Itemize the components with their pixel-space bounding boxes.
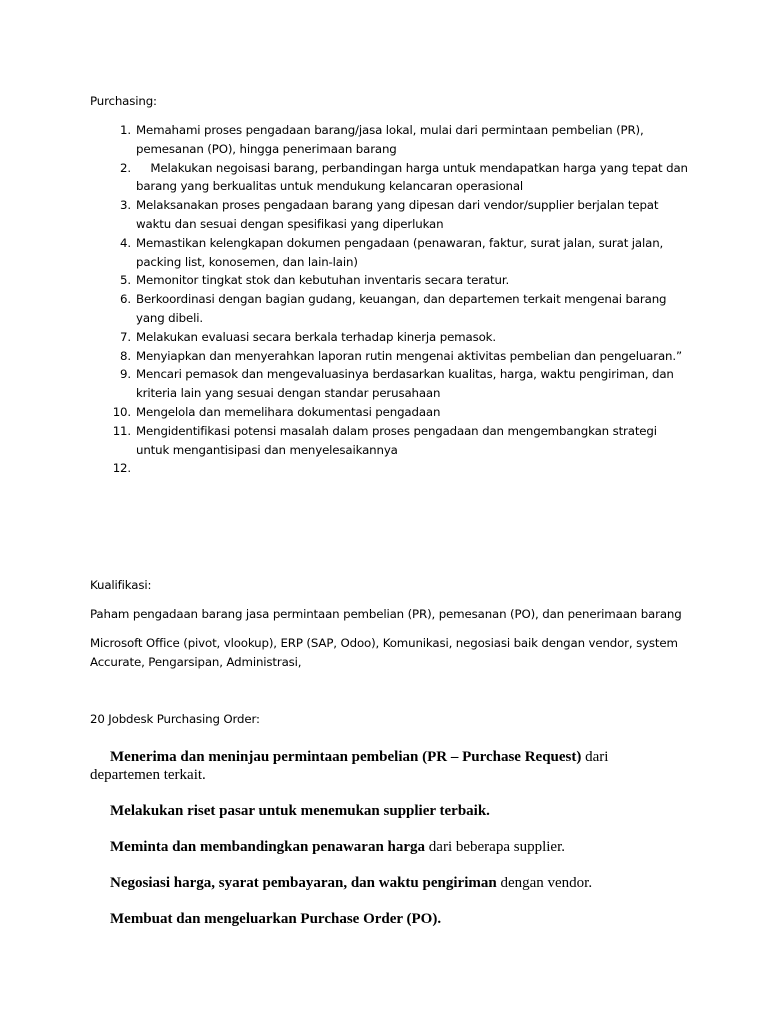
list-number: 12.	[112, 461, 131, 476]
jobdesk-heading: 20 Jobdesk Purchasing Order:	[90, 712, 260, 726]
list-number: 3.	[120, 198, 131, 213]
list-number: 5.	[120, 273, 131, 288]
list-item	[90, 347, 690, 366]
jobdesk-item-bold: Melakukan riset pasar untuk menemukan supplier terbaik.	[110, 803, 490, 819]
jobdesk-item-bold: Negosiasi harga, syarat pembayaran, dan waktu pengiriman	[110, 875, 497, 891]
qualification-line: Paham pengadaan barang jasa permintaan pembelian (PR), pemesanan (PO), dan penerimaan barang	[90, 607, 682, 621]
list-number: 1.	[120, 123, 131, 137]
purchasing-duties-list	[90, 121, 692, 476]
list-item-text: Melaksanakan proses pengadaan barang yang dipesan dari vendor/supplier berjalan tepat waktu dan sesuai dengan spesifikasi yang diperlukan	[136, 198, 659, 231]
jobdesk-item	[90, 802, 680, 820]
jobdesk-item-bold: Meminta dan membandingkan penawaran harga	[110, 839, 426, 855]
list-item	[90, 328, 690, 347]
list-item-text: Mengidentifikasi potensi masalah dalam proses pengadaan dan mengembangkan strategi untuk mengantisipasi dan menyelesaikannya	[136, 423, 657, 457]
list-number: 7.	[120, 329, 131, 344]
list-item	[90, 290, 690, 328]
jobdesk-item	[90, 874, 680, 892]
list-item	[90, 196, 690, 234]
list-item	[90, 365, 690, 403]
list-item-text: Mengelola dan memelihara dokumentasi pengadaan	[136, 404, 441, 419]
list-number: 9.	[120, 367, 131, 382]
list-item-text: Melakukan negoisasi barang, perbandingan harga untuk mendapatkan harga yang tepat dan barang yang berkualitas untuk mendukung kelancaran operasional	[136, 160, 692, 194]
list-number: 11.	[112, 423, 131, 438]
list-item-text: Berkoordinasi dengan bagian gudang, keuangan, dan departemen terkait mengenai barang yang dibeli.	[136, 292, 667, 325]
list-item-text: Memahami proses pengadaan barang/jasa lokal, mulai dari permintaan pembelian (PR), pemesanan (PO), hingga penerimaan barang	[136, 123, 644, 156]
list-item	[90, 403, 690, 422]
list-item	[90, 159, 690, 197]
list-item	[90, 422, 690, 460]
list-number: 6.	[120, 292, 131, 307]
list-item-text: Memastikan kelengkapan dokumen pengadaan (penawaran, faktur, surat jalan, surat jalan, packing list, konosemen, dan lain-lain)	[136, 235, 664, 269]
jobdesk-item-rest: dari departemen terkait.	[90, 749, 609, 783]
jobdesk-item-bold: Membuat dan mengeluarkan Purchase Order (PO).	[110, 911, 442, 927]
list-number: 4.	[120, 235, 131, 250]
purchasing-heading: Purchasing:	[90, 94, 157, 108]
list-item	[90, 271, 690, 290]
list-item	[90, 121, 690, 159]
jobdesk-item-rest: dari beberapa supplier.	[425, 839, 565, 855]
list-number: 2.	[120, 160, 131, 175]
jobdesk-item-rest: dengan vendor.	[496, 875, 593, 891]
list-item-text: Menyiapkan dan menyerahkan laporan rutin mengenai aktivitas pembelian dan pengeluaran.”	[136, 348, 682, 363]
list-number: 10.	[112, 404, 131, 419]
list-item-text: Melakukan evaluasi secara berkala terhadap kinerja pemasok.	[136, 329, 496, 344]
list-item-text: Memonitor tingkat stok dan kebutuhan inventaris secara teratur.	[136, 273, 510, 288]
jobdesk-item-bold: Menerima dan meninjau permintaan pembelian (PR – Purchase Request)	[110, 749, 582, 765]
qualification-line: Microsoft Office (pivot, vlookup), ERP (SAP, Odoo), Komunikasi, negosiasi baik dengan vendor, system Accurate, Pengarsipan, Administrasi,	[90, 636, 678, 669]
jobdesk-item	[90, 838, 680, 856]
list-item-text: Mencari pemasok dan mengevaluasinya berdasarkan kualitas, harga, waktu pengiriman, dan kriteria lain yang sesuai dengan standar perusahaan	[136, 367, 674, 401]
kualifikasi-heading: Kualifikasi:	[90, 578, 152, 592]
list-item	[90, 234, 690, 272]
jobdesk-item	[90, 748, 680, 784]
list-number: 8.	[120, 348, 131, 363]
jobdesk-item	[90, 910, 680, 928]
